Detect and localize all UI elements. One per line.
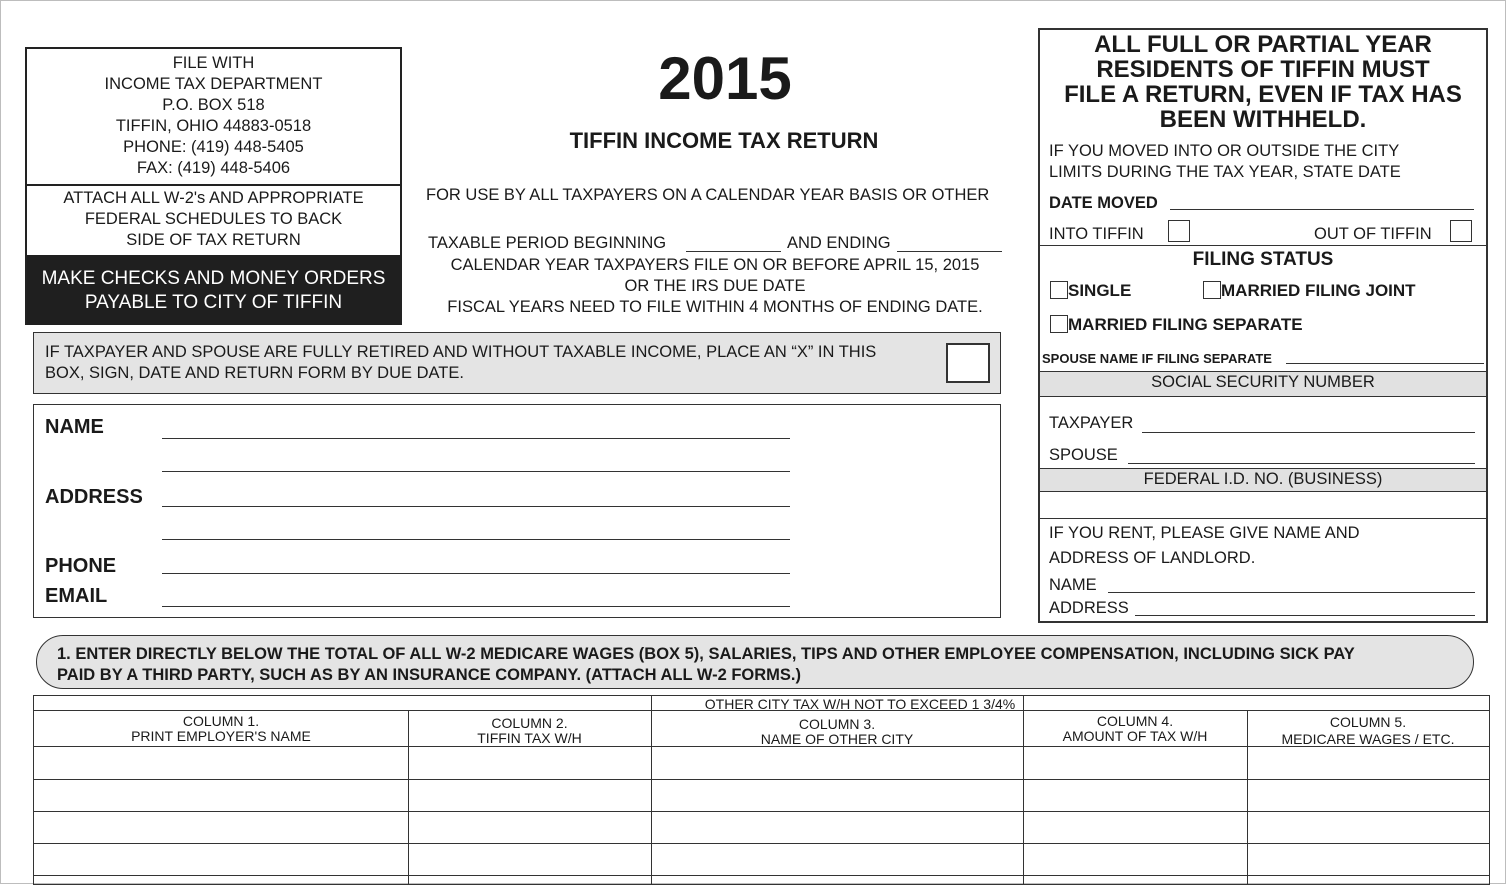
name-field[interactable] <box>162 438 790 439</box>
separate-option[interactable] <box>1050 315 1303 335</box>
phone-label: PHONE <box>45 555 117 577</box>
landlord-address-field[interactable] <box>1135 615 1475 616</box>
spouse-name-field[interactable] <box>1286 363 1484 364</box>
section-1-line: 1. ENTER DIRECTLY BELOW THE TOTAL OF ALL W-2 MEDICARE WAGES (BOX 5), SALARIES, TIPS AND OTHER EMPLOYEE COMPENSATION, INCLUDING SICK PAY <box>57 645 1355 663</box>
single-checkbox[interactable] <box>1050 281 1068 299</box>
taxpayer-info-box <box>33 404 1001 618</box>
separate-label: MARRIED FILING SEPARATE <box>1068 315 1303 334</box>
moved-line: LIMITS DURING THE TAX YEAR, STATE DATE <box>1049 163 1401 181</box>
table-row-line <box>34 746 1489 747</box>
attach-instructions <box>27 188 400 251</box>
notice-line: ALL FULL OR PARTIAL YEAR <box>1094 31 1432 58</box>
single-label: SINGLE <box>1068 281 1132 300</box>
address-line: FILE WITH <box>172 54 255 72</box>
into-tiffin-checkbox[interactable] <box>1168 220 1190 242</box>
joint-option[interactable] <box>1203 281 1416 301</box>
single-option[interactable] <box>1050 281 1131 301</box>
column-3-header <box>651 717 1023 747</box>
form-title: TIFFIN INCOME TAX RETURN <box>569 128 879 153</box>
section-1-line: PAID BY A THIRD PARTY, SUCH AS BY AN INSURANCE COMPANY. (ATTACH ALL W-2 FORMS.) <box>57 666 802 684</box>
address-line: TIFFIN, OHIO 44883-0518 <box>115 117 312 135</box>
retired-box <box>33 332 1001 394</box>
column-5-header <box>1247 714 1489 748</box>
spouse-ssn-label: SPOUSE <box>1049 446 1118 464</box>
other-city-note: OTHER CITY TAX W/H NOT TO EXCEED 1 3/4% <box>704 696 1016 712</box>
ssn-heading: SOCIAL SECURITY NUMBER <box>1040 371 1486 397</box>
separate-checkbox[interactable] <box>1050 315 1068 333</box>
column-1-header <box>34 714 408 744</box>
section-1-instructions <box>57 644 1467 686</box>
payable-banner <box>27 255 400 325</box>
notice-line: RESIDENTS OF TIFFIN MUST <box>1096 56 1430 83</box>
w2-table <box>33 695 1490 885</box>
use-note: FOR USE BY ALL TAXPAYERS ON A CALENDAR YEAR BASIS OR OTHER <box>426 186 990 204</box>
table-rule <box>34 710 1489 711</box>
joint-label: MARRIED FILING JOINT <box>1221 281 1416 300</box>
file-with-box <box>25 47 402 325</box>
section-1-banner <box>36 635 1474 689</box>
spouse-name-label: SPOUSE NAME IF FILING SEPARATE <box>1042 351 1272 366</box>
period-begin-field[interactable] <box>686 251 781 252</box>
taxpayer-ssn-label: TAXPAYER <box>1049 414 1134 432</box>
landlord-name-field[interactable] <box>1108 592 1475 593</box>
residency-box <box>1038 28 1488 623</box>
column-number: COLUMN 1. <box>182 713 260 729</box>
attach-line: FEDERAL SCHEDULES TO BACK <box>84 210 343 228</box>
spouse-ssn-field[interactable] <box>1128 463 1475 464</box>
joint-checkbox[interactable] <box>1203 281 1221 299</box>
retired-line: IF TAXPAYER AND SPOUSE ARE FULLY RETIRED AND WITHOUT TAXABLE INCOME, PLACE AN “X” IN THIS <box>45 343 877 361</box>
address-field-line2[interactable] <box>162 539 790 540</box>
email-field[interactable] <box>162 606 790 607</box>
notice-line: BEEN WITHHELD. <box>1159 106 1367 133</box>
moved-note <box>1049 141 1401 183</box>
address-line: PHONE: (419) 448-5405 <box>123 138 304 156</box>
notice-line: FILE A RETURN, EVEN IF TAX HAS <box>1064 81 1462 108</box>
address-label: ADDRESS <box>45 486 143 508</box>
into-tiffin-label: INTO TIFFIN <box>1049 225 1144 243</box>
out-of-tiffin-label: OUT OF TIFFIN <box>1314 225 1432 243</box>
column-number: COLUMN 3. <box>798 716 876 732</box>
table-row-line <box>34 779 1489 780</box>
date-moved-label: DATE MOVED <box>1049 194 1158 212</box>
column-label: PRINT EMPLOYER'S NAME <box>131 728 311 744</box>
attach-line: ATTACH ALL W-2's AND APPROPRIATE <box>63 189 364 207</box>
irs-note: OR THE IRS DUE DATE <box>624 277 806 295</box>
table-row-line <box>34 811 1489 812</box>
retired-checkbox[interactable] <box>946 343 990 383</box>
address-field[interactable] <box>162 506 790 507</box>
tax-year: 2015 <box>658 45 792 112</box>
out-of-tiffin-checkbox[interactable] <box>1450 220 1472 242</box>
retired-line: BOX, SIGN, DATE AND RETURN FORM BY DUE DATE. <box>45 364 464 382</box>
column-label: NAME OF OTHER CITY <box>760 731 914 747</box>
name-label: NAME <box>45 416 104 438</box>
residents-notice <box>1040 32 1486 132</box>
period-end-field[interactable] <box>897 251 1002 252</box>
table-row-line <box>34 843 1489 844</box>
taxpayer-ssn-field[interactable] <box>1142 432 1475 433</box>
attach-line: SIDE OF TAX RETURN <box>126 231 301 249</box>
landlord-line: IF YOU RENT, PLEASE GIVE NAME AND <box>1049 524 1360 542</box>
payable-line: PAYABLE TO CITY OF TIFFIN <box>84 292 343 313</box>
column-number: COLUMN 2. <box>491 715 568 731</box>
divider <box>27 184 400 186</box>
name-field-line2[interactable] <box>162 471 790 472</box>
period-end-label: AND ENDING <box>787 234 891 252</box>
column-2-header <box>408 716 651 746</box>
retired-note <box>45 342 935 384</box>
column-label: TIFFIN TAX W/H <box>477 730 582 746</box>
column-4-header <box>1023 714 1247 744</box>
divider <box>1040 245 1486 246</box>
divider <box>1040 518 1486 519</box>
landlord-name-label: NAME <box>1049 576 1097 594</box>
column-label: MEDICARE WAGES / ETC. <box>1281 731 1455 747</box>
address-line: FAX: (419) 448-5406 <box>136 159 291 177</box>
mailing-address <box>27 53 400 179</box>
moved-line: IF YOU MOVED INTO OR OUTSIDE THE CITY <box>1049 142 1400 160</box>
federal-id-heading: FEDERAL I.D. NO. (BUSINESS) <box>1040 468 1486 492</box>
landlord-address-label: ADDRESS <box>1049 599 1129 617</box>
table-row-line <box>34 875 1489 876</box>
payable-line: MAKE CHECKS AND MONEY ORDERS <box>41 268 386 289</box>
email-label: EMAIL <box>45 585 108 607</box>
landlord-note <box>1049 521 1360 571</box>
period-begin-label: TAXABLE PERIOD BEGINNING <box>428 234 667 252</box>
column-label: AMOUNT OF TAX W/H <box>1062 728 1208 744</box>
filing-status-heading: FILING STATUS <box>1192 249 1334 270</box>
date-moved-field[interactable] <box>1170 209 1474 210</box>
fiscal-note: FISCAL YEARS NEED TO FILE WITHIN 4 MONTHS OF ENDING DATE. <box>447 298 983 316</box>
address-line: P.O. BOX 518 <box>162 96 265 114</box>
landlord-line: ADDRESS OF LANDLORD. <box>1049 549 1256 567</box>
column-number: COLUMN 4. <box>1096 713 1174 729</box>
address-line: INCOME TAX DEPARTMENT <box>104 75 323 93</box>
calendar-note: CALENDAR YEAR TAXPAYERS FILE ON OR BEFORE APRIL 15, 2015 <box>450 256 980 274</box>
column-number: COLUMN 5. <box>1329 714 1407 730</box>
phone-field[interactable] <box>162 573 790 574</box>
